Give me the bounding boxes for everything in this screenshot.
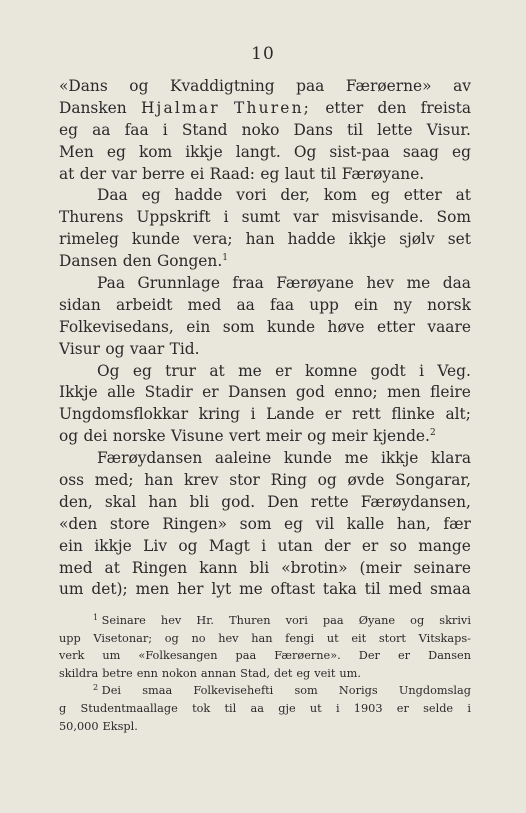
word: rimeleg — [59, 230, 119, 249]
word: lyt — [211, 580, 232, 599]
word: fær — [443, 514, 471, 533]
word: aaleine — [214, 449, 272, 468]
text-line — [59, 426, 471, 448]
word: hadde — [174, 186, 223, 205]
footnotes — [59, 612, 471, 735]
word: han — [144, 471, 174, 490]
word: daa — [442, 274, 471, 293]
word: aa — [250, 701, 264, 715]
word: med; — [94, 471, 134, 490]
word: men — [387, 383, 421, 402]
word: ny — [393, 295, 412, 314]
word: til — [224, 701, 237, 715]
word: og — [129, 77, 149, 95]
word: hev — [160, 614, 182, 627]
word: er — [202, 383, 219, 402]
text-line — [59, 558, 471, 580]
word: eg — [132, 361, 152, 380]
word: Raad: — [209, 164, 255, 183]
text-line — [59, 579, 471, 601]
word: bli — [189, 492, 210, 511]
word: aa — [236, 295, 255, 314]
word: den — [122, 252, 152, 271]
word: og — [59, 427, 79, 446]
word: Og — [97, 361, 120, 380]
word: i — [162, 120, 168, 139]
word: Øyane — [358, 614, 396, 627]
word: i — [419, 361, 424, 380]
word: alt; — [445, 405, 471, 424]
word: Færøydansen — [97, 449, 203, 468]
word: Visur. — [426, 120, 471, 139]
word: Vitskaps- — [418, 631, 471, 645]
footnote-line — [59, 718, 471, 736]
word: annan — [200, 666, 237, 680]
word: at — [209, 361, 225, 380]
word: um. — [339, 666, 361, 680]
word: «brotin» — [281, 558, 348, 577]
footnote-line — [59, 612, 471, 630]
word: paa — [322, 614, 344, 627]
word: verk — [59, 649, 85, 663]
word: Færøyane. — [341, 164, 425, 183]
word: er — [324, 405, 342, 424]
word: Ring — [270, 471, 307, 490]
word: rette — [310, 492, 349, 511]
text-line — [59, 295, 471, 317]
word: som — [239, 514, 272, 533]
word: faa — [270, 295, 295, 314]
word: der — [79, 164, 107, 183]
word: etter — [377, 317, 415, 336]
text-line — [59, 339, 471, 361]
word: og — [307, 427, 327, 446]
text-line — [59, 514, 471, 536]
word: oftast — [270, 580, 316, 599]
word: eg — [284, 514, 304, 533]
word: smaa — [142, 684, 173, 698]
word: Thuren — [229, 614, 271, 627]
word: eg — [296, 666, 311, 680]
word: Og — [293, 142, 317, 161]
word: han, — [396, 514, 431, 533]
word: som — [222, 317, 255, 336]
word: noko — [241, 120, 280, 139]
word: um — [102, 649, 121, 663]
word: Magt — [208, 536, 250, 555]
word: Stand — [181, 120, 228, 139]
word: berre — [142, 164, 185, 183]
word: god — [295, 383, 325, 402]
word: er — [275, 361, 292, 380]
page-number: 10 — [251, 44, 275, 64]
text-line — [59, 273, 471, 295]
word: me — [239, 580, 263, 599]
word: sidan — [59, 295, 101, 314]
word: fleire — [430, 383, 471, 402]
word: godt — [370, 361, 406, 380]
word: nokon — [161, 666, 197, 680]
word: der — [324, 536, 351, 555]
word: vori — [285, 614, 308, 627]
word: etter — [325, 98, 364, 117]
word: Ungdomsflokkar — [59, 405, 189, 424]
word: til — [320, 164, 337, 183]
word: Dansken — [59, 98, 127, 117]
word: eg — [59, 120, 78, 139]
text-line — [59, 185, 471, 207]
word: Dansen — [428, 649, 471, 663]
word: trur — [165, 361, 196, 380]
word: utan — [277, 536, 313, 555]
word: smaa — [430, 580, 471, 599]
text-line — [59, 382, 471, 404]
word: Som — [436, 208, 471, 227]
word: Norigs — [338, 684, 378, 698]
word: Den — [267, 492, 299, 511]
footnote-marker: 2 — [429, 428, 436, 439]
word: han — [251, 631, 273, 645]
footnote-line — [59, 630, 471, 648]
word: og — [164, 631, 179, 645]
word: Der — [358, 649, 380, 663]
word: stor — [229, 471, 260, 490]
word: eit — [351, 631, 367, 645]
word: kalle — [346, 514, 385, 533]
word: meir — [331, 427, 368, 446]
word: Folkevisehefti — [193, 684, 274, 698]
word: enno; — [334, 383, 378, 402]
word: vaare — [427, 317, 471, 336]
word: Færøydansen, — [360, 492, 471, 511]
word: vera; — [193, 230, 233, 249]
word: kann — [199, 558, 238, 577]
word: i — [250, 405, 256, 424]
word: skildra — [59, 666, 99, 680]
word: var — [293, 208, 319, 227]
word: um — [59, 580, 84, 599]
word: eg — [260, 164, 280, 183]
text-line — [59, 492, 471, 514]
text-line — [59, 448, 471, 470]
word: ei — [190, 164, 205, 183]
word: ikkje — [380, 449, 419, 468]
word: i — [261, 536, 267, 555]
word: hev — [366, 274, 395, 293]
word: i — [223, 208, 229, 227]
text-line — [59, 404, 471, 426]
word: ikkje — [185, 142, 223, 161]
word: ut — [309, 701, 322, 715]
word: paa — [235, 649, 257, 663]
word: tok — [192, 701, 211, 715]
word: Ikkje — [59, 383, 98, 402]
word: Grunnlage — [137, 274, 220, 293]
word: «Folkesangen — [138, 649, 218, 663]
word: hev — [218, 631, 239, 645]
word: taka — [322, 580, 357, 599]
word: lette — [377, 120, 413, 139]
word: ikkje — [348, 230, 387, 249]
word: Kvaddigtning — [169, 77, 275, 95]
word: Thuren; — [234, 98, 312, 117]
word: Hr. — [196, 614, 214, 627]
footnote-line — [59, 647, 471, 665]
word: ikkje — [94, 536, 132, 555]
word: set — [447, 230, 471, 249]
word: upp — [59, 631, 81, 645]
word: Veg. — [437, 361, 471, 380]
word: misvisande. — [331, 208, 424, 227]
word: oss — [59, 471, 85, 490]
word: hadde — [287, 230, 336, 249]
word: Ringen» — [162, 514, 228, 533]
word: dei — [83, 427, 108, 446]
word: kom — [138, 142, 173, 161]
word: er — [396, 701, 409, 715]
text-line — [59, 470, 471, 492]
word: 50,000 — [59, 719, 99, 733]
word: kunde — [266, 317, 316, 336]
word: det); — [91, 580, 128, 599]
word: men — [135, 580, 170, 599]
word: den, — [59, 492, 93, 511]
word: norsk — [427, 295, 471, 314]
word: skrivi — [439, 614, 471, 627]
word: fengi — [285, 631, 315, 645]
word: Ungdomslag — [398, 684, 471, 698]
word: at — [59, 164, 75, 183]
word: Uppskrift — [136, 208, 211, 227]
word: var — [111, 164, 137, 183]
word: upp — [309, 295, 339, 314]
word: som — [294, 684, 318, 698]
word: Visune — [171, 427, 224, 446]
word: med — [59, 558, 93, 577]
word: g — [59, 701, 67, 715]
word: store — [109, 514, 150, 533]
word: og — [410, 614, 425, 627]
text-line — [59, 98, 471, 120]
word: freista — [420, 98, 471, 117]
word: og — [317, 471, 337, 490]
text-line — [59, 317, 471, 339]
word: betre — [102, 666, 133, 680]
word: Dansen — [59, 252, 118, 271]
word: sumt — [241, 208, 281, 227]
word: med — [388, 580, 423, 599]
word: Stad, — [240, 666, 270, 680]
word: seinare — [413, 558, 471, 577]
word: der, — [280, 186, 310, 205]
word: $^1$ Seinare — [93, 613, 146, 627]
word: klara — [431, 449, 471, 468]
word: ut — [326, 631, 339, 645]
word: ein — [354, 295, 379, 314]
word: Songarar, — [395, 471, 471, 490]
word: Hjalmar — [140, 98, 220, 117]
word: han — [245, 230, 275, 249]
word: laut — [284, 164, 315, 183]
word: at — [104, 558, 120, 577]
word: Ekspl. — [102, 719, 138, 733]
word: kom — [323, 186, 357, 205]
word: sist-paa — [329, 142, 390, 161]
word: mange — [418, 536, 471, 555]
word: til — [364, 580, 381, 599]
word: saag — [402, 142, 439, 161]
word: kring — [198, 405, 240, 424]
word: aa — [92, 120, 111, 139]
word: eg — [106, 142, 126, 161]
word: Stadir — [144, 383, 193, 402]
word: den — [377, 98, 407, 117]
word: skal — [104, 492, 137, 511]
word: «den — [59, 514, 98, 533]
word: det — [273, 666, 293, 680]
word: alle — [107, 383, 136, 402]
word: Dansen — [228, 383, 287, 402]
word: Færøerne» — [345, 77, 432, 95]
word: $^2$ Dei — [93, 683, 122, 698]
word: paa — [296, 77, 325, 95]
word: langt. — [235, 142, 281, 161]
word: at — [455, 186, 471, 205]
word: bli — [249, 558, 270, 577]
footnote-marker: 1 — [222, 253, 228, 264]
word: 1903 — [353, 701, 383, 715]
text-line — [59, 76, 471, 98]
word: komne — [304, 361, 358, 380]
word: me — [406, 274, 431, 293]
word: god. — [221, 492, 256, 511]
footnote-number: 2 — [93, 683, 99, 693]
word: arbeidt — [115, 295, 173, 314]
text-line — [59, 164, 471, 186]
word: «Dans — [59, 77, 108, 95]
word: vori — [236, 186, 267, 205]
word: kunde — [131, 230, 181, 249]
word: fraa — [232, 274, 264, 293]
word: Færøerne». — [274, 649, 341, 663]
word: enn — [136, 666, 158, 680]
word: sjølv — [399, 230, 435, 249]
word: meir — [265, 427, 302, 446]
word: Lande — [266, 405, 315, 424]
word: øvde — [347, 471, 385, 490]
word: i — [467, 701, 471, 715]
body-text — [59, 76, 471, 601]
word: no — [191, 631, 206, 645]
word: av — [453, 77, 471, 95]
word: er — [398, 649, 411, 663]
word: Paa — [97, 274, 126, 293]
word: Ringen — [131, 558, 188, 577]
word: her — [177, 580, 204, 599]
word: veit — [314, 666, 336, 680]
word: med — [187, 295, 222, 314]
footnote-number: 1 — [93, 613, 99, 622]
word: norske — [112, 427, 166, 446]
word: ein — [59, 536, 83, 555]
word: Folkevisedans, — [59, 317, 174, 336]
word: vil — [315, 514, 335, 533]
word: Visetonar; — [93, 631, 153, 645]
word: Thurens — [59, 208, 124, 227]
word: selde — [423, 701, 454, 715]
word: stort — [378, 631, 406, 645]
word: me — [344, 449, 369, 468]
word: kunde — [283, 449, 332, 468]
word: Tid. — [169, 339, 200, 358]
word: so — [389, 536, 407, 555]
word: Færøyane — [276, 274, 354, 293]
word: krev — [183, 471, 219, 490]
word: eg — [452, 142, 471, 161]
word: (meir — [359, 558, 402, 577]
word: faa — [124, 120, 149, 139]
word: vaar — [129, 339, 165, 358]
word: ein — [186, 317, 211, 336]
word: me — [238, 361, 262, 380]
word: Daa — [97, 186, 128, 205]
word: flinke — [391, 405, 435, 424]
word: er — [361, 536, 379, 555]
word: eg — [141, 186, 161, 205]
word: etter — [403, 186, 442, 205]
word: Liv — [143, 536, 168, 555]
word: Gongen.$^1$ — [156, 252, 228, 271]
word: han — [148, 492, 178, 511]
word: kjende.$^2$ — [372, 427, 436, 446]
word: Visur — [59, 339, 100, 358]
word: eg — [370, 186, 390, 205]
text-line — [59, 142, 471, 164]
word: gje — [278, 701, 296, 715]
word: og — [178, 536, 198, 555]
text-line — [59, 251, 471, 273]
text-line — [59, 120, 471, 142]
text-line — [59, 229, 471, 251]
word: vert — [229, 427, 261, 446]
word: i — [335, 701, 340, 715]
word: Studentmaallage — [80, 701, 178, 715]
word: til — [346, 120, 364, 139]
text-line — [59, 207, 471, 229]
word: Men — [59, 142, 94, 161]
footnote-line — [59, 700, 471, 718]
text-line — [59, 536, 471, 558]
word: Dans — [293, 120, 333, 139]
word: og — [105, 339, 125, 358]
word: høve — [327, 317, 365, 336]
footnote-line — [59, 682, 471, 700]
word: rett — [351, 405, 381, 424]
footnote-line — [59, 665, 471, 683]
text-line — [59, 361, 471, 383]
